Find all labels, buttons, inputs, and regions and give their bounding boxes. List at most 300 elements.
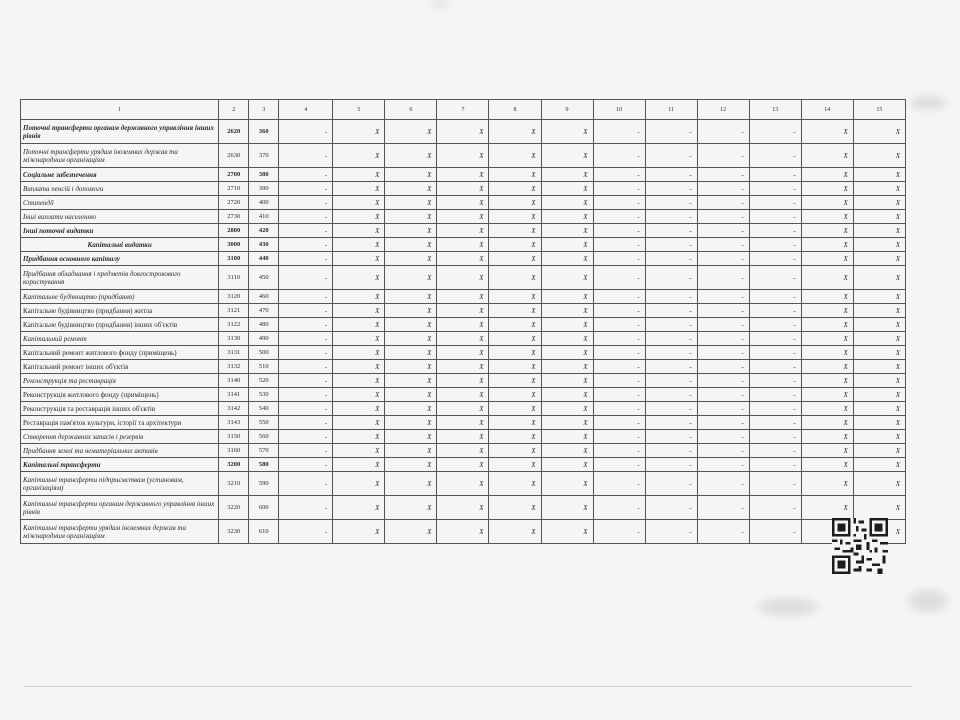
kekv-code: 3220 — [219, 496, 249, 520]
line-code: 560 — [249, 430, 279, 444]
table-row — [21, 402, 906, 416]
value-cell: - — [697, 402, 749, 416]
value-cell: X — [801, 374, 853, 388]
value-cell: X — [333, 458, 385, 472]
value-cell: X — [385, 210, 437, 224]
value-cell: X — [853, 360, 905, 374]
value-cell: - — [593, 182, 645, 196]
kekv-code: 3143 — [219, 416, 249, 430]
kekv-code: 3130 — [219, 332, 249, 346]
value-cell: X — [541, 388, 593, 402]
value-cell: - — [279, 182, 333, 196]
kekv-code: 3120 — [219, 290, 249, 304]
value-cell: X — [333, 238, 385, 252]
value-cell: X — [489, 238, 541, 252]
column-header: 6 — [385, 100, 437, 120]
row-label: Соціальне забезпечення — [21, 168, 219, 182]
value-cell: - — [645, 120, 697, 144]
value-cell: - — [749, 472, 801, 496]
value-cell: X — [801, 120, 853, 144]
value-cell: - — [749, 144, 801, 168]
value-cell: - — [749, 520, 801, 544]
value-cell: - — [749, 266, 801, 290]
value-cell: X — [437, 224, 489, 238]
value-cell: X — [541, 210, 593, 224]
value-cell: X — [489, 374, 541, 388]
value-cell: X — [541, 458, 593, 472]
table-row — [21, 238, 906, 252]
value-cell: X — [489, 318, 541, 332]
value-cell: X — [541, 252, 593, 266]
value-cell: - — [749, 252, 801, 266]
value-cell: X — [333, 120, 385, 144]
table-row — [21, 266, 906, 290]
value-cell: - — [697, 210, 749, 224]
value-cell: X — [489, 168, 541, 182]
value-cell: - — [697, 120, 749, 144]
scan-smudge — [758, 598, 818, 616]
value-cell: - — [749, 120, 801, 144]
table-row — [21, 458, 906, 472]
column-header: 8 — [489, 100, 541, 120]
value-cell: - — [279, 252, 333, 266]
value-cell: - — [279, 238, 333, 252]
value-cell: X — [437, 210, 489, 224]
value-cell: X — [385, 346, 437, 360]
kekv-code: 3000 — [219, 238, 249, 252]
table-row — [21, 444, 906, 458]
value-cell: X — [489, 346, 541, 360]
value-cell: X — [437, 182, 489, 196]
value-cell: X — [437, 458, 489, 472]
value-cell: - — [749, 388, 801, 402]
value-cell: - — [749, 360, 801, 374]
value-cell: X — [385, 238, 437, 252]
value-cell: X — [853, 416, 905, 430]
value-cell: - — [645, 472, 697, 496]
value-cell: X — [333, 416, 385, 430]
value-cell: X — [385, 416, 437, 430]
value-cell: - — [645, 168, 697, 182]
value-cell: - — [697, 496, 749, 520]
table-row — [21, 520, 906, 544]
value-cell: X — [333, 266, 385, 290]
value-cell: X — [541, 290, 593, 304]
line-code: 580 — [249, 458, 279, 472]
value-cell: - — [279, 304, 333, 318]
value-cell: - — [645, 496, 697, 520]
value-cell: - — [645, 520, 697, 544]
line-code: 470 — [249, 304, 279, 318]
value-cell: X — [333, 290, 385, 304]
line-code: 490 — [249, 332, 279, 346]
scan-smudge — [908, 590, 948, 612]
value-cell: X — [437, 196, 489, 210]
value-cell: X — [853, 238, 905, 252]
value-cell: - — [593, 224, 645, 238]
value-cell: X — [385, 144, 437, 168]
value-cell: - — [593, 458, 645, 472]
kekv-code: 2620 — [219, 120, 249, 144]
row-label: Інші поточні видатки — [21, 224, 219, 238]
value-cell: X — [853, 374, 905, 388]
value-cell: X — [801, 496, 853, 520]
value-cell: - — [645, 346, 697, 360]
value-cell: - — [749, 210, 801, 224]
kekv-code: 3230 — [219, 520, 249, 544]
value-cell: X — [385, 182, 437, 196]
table-row — [21, 182, 906, 196]
value-cell: X — [385, 472, 437, 496]
value-cell: - — [279, 266, 333, 290]
value-cell: X — [437, 444, 489, 458]
value-cell: - — [279, 346, 333, 360]
value-cell: - — [279, 332, 333, 346]
value-cell: - — [749, 182, 801, 196]
row-label: Капітальний ремонт житлового фонду (приміщень) — [21, 346, 219, 360]
line-code: 410 — [249, 210, 279, 224]
line-code: 540 — [249, 402, 279, 416]
value-cell: - — [749, 402, 801, 416]
value-cell: - — [279, 458, 333, 472]
value-cell: X — [333, 472, 385, 496]
line-code: 550 — [249, 416, 279, 430]
value-cell: - — [697, 182, 749, 196]
value-cell: - — [593, 402, 645, 416]
kekv-code: 3140 — [219, 374, 249, 388]
value-cell: - — [593, 266, 645, 290]
column-header: 13 — [749, 100, 801, 120]
qr-code-icon — [832, 518, 888, 574]
value-cell: X — [333, 182, 385, 196]
value-cell: - — [279, 430, 333, 444]
value-cell: X — [489, 430, 541, 444]
value-cell: X — [541, 416, 593, 430]
table-row — [21, 360, 906, 374]
value-cell: X — [385, 332, 437, 346]
column-header: 1 — [21, 100, 219, 120]
row-label: Придбання обладнання і предметів довгострокового користування — [21, 266, 219, 290]
value-cell: X — [489, 120, 541, 144]
value-cell: X — [333, 304, 385, 318]
value-cell: X — [801, 304, 853, 318]
table-row — [21, 430, 906, 444]
value-cell: X — [489, 266, 541, 290]
value-cell: X — [489, 182, 541, 196]
value-cell: - — [697, 360, 749, 374]
value-cell: X — [437, 496, 489, 520]
value-cell: X — [541, 520, 593, 544]
value-cell: X — [489, 144, 541, 168]
row-label: Створення державних запасів і резервів — [21, 430, 219, 444]
value-cell: - — [749, 224, 801, 238]
value-cell: - — [645, 374, 697, 388]
value-cell: - — [697, 346, 749, 360]
value-cell: - — [749, 374, 801, 388]
value-cell: X — [385, 388, 437, 402]
column-header: 3 — [249, 100, 279, 120]
kekv-code: 3150 — [219, 430, 249, 444]
value-cell: X — [801, 332, 853, 346]
row-label: Капітальний ремонт інших об'єктів — [21, 360, 219, 374]
row-label: Реконструкція житлового фонду (приміщень) — [21, 388, 219, 402]
value-cell: X — [333, 196, 385, 210]
line-code: 530 — [249, 388, 279, 402]
value-cell: - — [593, 318, 645, 332]
line-code: 520 — [249, 374, 279, 388]
value-cell: - — [593, 144, 645, 168]
value-cell: - — [645, 360, 697, 374]
column-header: 11 — [645, 100, 697, 120]
value-cell: X — [541, 360, 593, 374]
value-cell: X — [437, 290, 489, 304]
table-row — [21, 252, 906, 266]
value-cell: X — [801, 210, 853, 224]
value-cell: - — [697, 444, 749, 458]
table-row — [21, 388, 906, 402]
value-cell: X — [333, 402, 385, 416]
value-cell: X — [801, 402, 853, 416]
value-cell: X — [801, 360, 853, 374]
row-label: Капітальні трансферти органам державного управління інших рівнів — [21, 496, 219, 520]
value-cell: X — [541, 374, 593, 388]
value-cell: X — [801, 388, 853, 402]
row-label: Виплата пенсій і допомоги — [21, 182, 219, 196]
kekv-code: 3122 — [219, 318, 249, 332]
line-code: 360 — [249, 120, 279, 144]
value-cell: - — [697, 224, 749, 238]
value-cell: X — [801, 168, 853, 182]
line-code: 390 — [249, 182, 279, 196]
kekv-code: 2730 — [219, 210, 249, 224]
row-label: Реконструкція та реставрація інших об'єктів — [21, 402, 219, 416]
value-cell: X — [385, 290, 437, 304]
value-cell: X — [541, 346, 593, 360]
column-header: 10 — [593, 100, 645, 120]
value-cell: X — [541, 238, 593, 252]
value-cell: - — [749, 196, 801, 210]
line-code: 480 — [249, 318, 279, 332]
value-cell: X — [853, 444, 905, 458]
value-cell: - — [697, 318, 749, 332]
value-cell: - — [593, 168, 645, 182]
value-cell: X — [541, 496, 593, 520]
value-cell: - — [279, 318, 333, 332]
value-cell: X — [853, 458, 905, 472]
value-cell: X — [385, 360, 437, 374]
value-cell: X — [801, 318, 853, 332]
value-cell: X — [333, 332, 385, 346]
value-cell: X — [853, 290, 905, 304]
table-row — [21, 304, 906, 318]
value-cell: X — [489, 332, 541, 346]
value-cell: X — [541, 196, 593, 210]
value-cell: X — [489, 210, 541, 224]
value-cell: X — [801, 266, 853, 290]
value-cell: X — [489, 360, 541, 374]
line-code: 510 — [249, 360, 279, 374]
value-cell: X — [489, 416, 541, 430]
line-code: 400 — [249, 196, 279, 210]
value-cell: - — [697, 458, 749, 472]
table-row — [21, 416, 906, 430]
value-cell: X — [437, 346, 489, 360]
row-label: Реставрація пам'яток культури, історії та архітектури — [21, 416, 219, 430]
value-cell: X — [541, 332, 593, 346]
value-cell: - — [593, 346, 645, 360]
value-cell: X — [541, 144, 593, 168]
kekv-code: 3141 — [219, 388, 249, 402]
row-label: Капітальний ремонт — [21, 332, 219, 346]
value-cell: X — [333, 374, 385, 388]
value-cell: - — [593, 360, 645, 374]
value-cell: - — [749, 346, 801, 360]
row-label: Капітальні трансферти урядам іноземних держав та міжнародним організаціям — [21, 520, 219, 544]
value-cell: - — [749, 318, 801, 332]
value-cell: X — [489, 224, 541, 238]
column-header: 2 — [219, 100, 249, 120]
value-cell: - — [645, 238, 697, 252]
column-header: 4 — [279, 100, 333, 120]
value-cell: X — [853, 182, 905, 196]
value-cell: X — [489, 472, 541, 496]
value-cell: X — [437, 416, 489, 430]
row-label: Реконструкція та реставрація — [21, 374, 219, 388]
row-label: Стипендії — [21, 196, 219, 210]
value-cell: X — [385, 266, 437, 290]
value-cell: X — [853, 120, 905, 144]
value-cell: X — [801, 144, 853, 168]
value-cell: X — [853, 388, 905, 402]
kekv-code: 3121 — [219, 304, 249, 318]
kekv-code: 3210 — [219, 472, 249, 496]
value-cell: X — [853, 168, 905, 182]
value-cell: X — [801, 290, 853, 304]
line-code: 440 — [249, 252, 279, 266]
kekv-code: 2720 — [219, 196, 249, 210]
row-label: Капітальні видатки — [21, 238, 219, 252]
value-cell: - — [593, 120, 645, 144]
value-cell: X — [853, 210, 905, 224]
value-cell: X — [437, 304, 489, 318]
value-cell: - — [645, 144, 697, 168]
row-label: Поточні трансферти урядам іноземних держав та міжнародним організаціям — [21, 144, 219, 168]
row-label: Придбання основного капіталу — [21, 252, 219, 266]
table-row — [21, 332, 906, 346]
table-row — [21, 374, 906, 388]
value-cell: - — [697, 168, 749, 182]
value-cell: X — [801, 252, 853, 266]
value-cell: X — [333, 252, 385, 266]
table-row — [21, 496, 906, 520]
value-cell: X — [541, 182, 593, 196]
value-cell: - — [749, 238, 801, 252]
value-cell: - — [645, 388, 697, 402]
value-cell: - — [279, 374, 333, 388]
line-code: 370 — [249, 144, 279, 168]
value-cell: X — [489, 496, 541, 520]
value-cell: X — [541, 402, 593, 416]
kekv-code: 3160 — [219, 444, 249, 458]
value-cell: - — [749, 430, 801, 444]
value-cell: X — [541, 266, 593, 290]
value-cell: X — [541, 430, 593, 444]
kekv-code: 3132 — [219, 360, 249, 374]
table-row — [21, 472, 906, 496]
value-cell: X — [801, 196, 853, 210]
value-cell: X — [437, 388, 489, 402]
table-row — [21, 224, 906, 238]
value-cell: X — [385, 168, 437, 182]
value-cell: X — [853, 332, 905, 346]
value-cell: - — [593, 290, 645, 304]
column-header: 15 — [853, 100, 905, 120]
value-cell: - — [593, 472, 645, 496]
line-code: 610 — [249, 520, 279, 544]
value-cell: - — [697, 238, 749, 252]
value-cell: X — [801, 430, 853, 444]
kekv-code: 3110 — [219, 266, 249, 290]
value-cell: X — [853, 472, 905, 496]
table-body — [21, 120, 906, 544]
value-cell: - — [279, 472, 333, 496]
value-cell: X — [853, 266, 905, 290]
value-cell: - — [593, 252, 645, 266]
value-cell: X — [437, 266, 489, 290]
value-cell: - — [697, 196, 749, 210]
value-cell: - — [697, 520, 749, 544]
value-cell: - — [697, 430, 749, 444]
value-cell: - — [697, 374, 749, 388]
value-cell: X — [385, 402, 437, 416]
value-cell: - — [645, 252, 697, 266]
value-cell: X — [385, 458, 437, 472]
line-code: 570 — [249, 444, 279, 458]
value-cell: X — [801, 224, 853, 238]
column-header: 7 — [437, 100, 489, 120]
value-cell: - — [279, 120, 333, 144]
row-label: Капітальне будівництво (придбання) інших об'єктів — [21, 318, 219, 332]
line-code: 430 — [249, 238, 279, 252]
value-cell: - — [279, 416, 333, 430]
line-code: 380 — [249, 168, 279, 182]
value-cell: - — [279, 168, 333, 182]
kekv-code: 3200 — [219, 458, 249, 472]
kekv-code: 3100 — [219, 252, 249, 266]
value-cell: X — [489, 520, 541, 544]
value-cell: - — [279, 210, 333, 224]
value-cell: - — [749, 290, 801, 304]
value-cell: - — [749, 496, 801, 520]
value-cell: - — [697, 266, 749, 290]
value-cell: X — [437, 520, 489, 544]
value-cell: - — [645, 182, 697, 196]
value-cell: X — [385, 318, 437, 332]
value-cell: - — [593, 430, 645, 444]
value-cell: X — [385, 196, 437, 210]
value-cell: X — [437, 252, 489, 266]
value-cell: X — [437, 332, 489, 346]
value-cell: X — [437, 168, 489, 182]
value-cell: - — [279, 496, 333, 520]
value-cell: - — [593, 332, 645, 346]
column-header: 9 — [541, 100, 593, 120]
value-cell: X — [385, 374, 437, 388]
value-cell: X — [853, 196, 905, 210]
row-label: Капітальне будівництво (придбання) житла — [21, 304, 219, 318]
value-cell: X — [333, 210, 385, 224]
value-cell: X — [853, 252, 905, 266]
